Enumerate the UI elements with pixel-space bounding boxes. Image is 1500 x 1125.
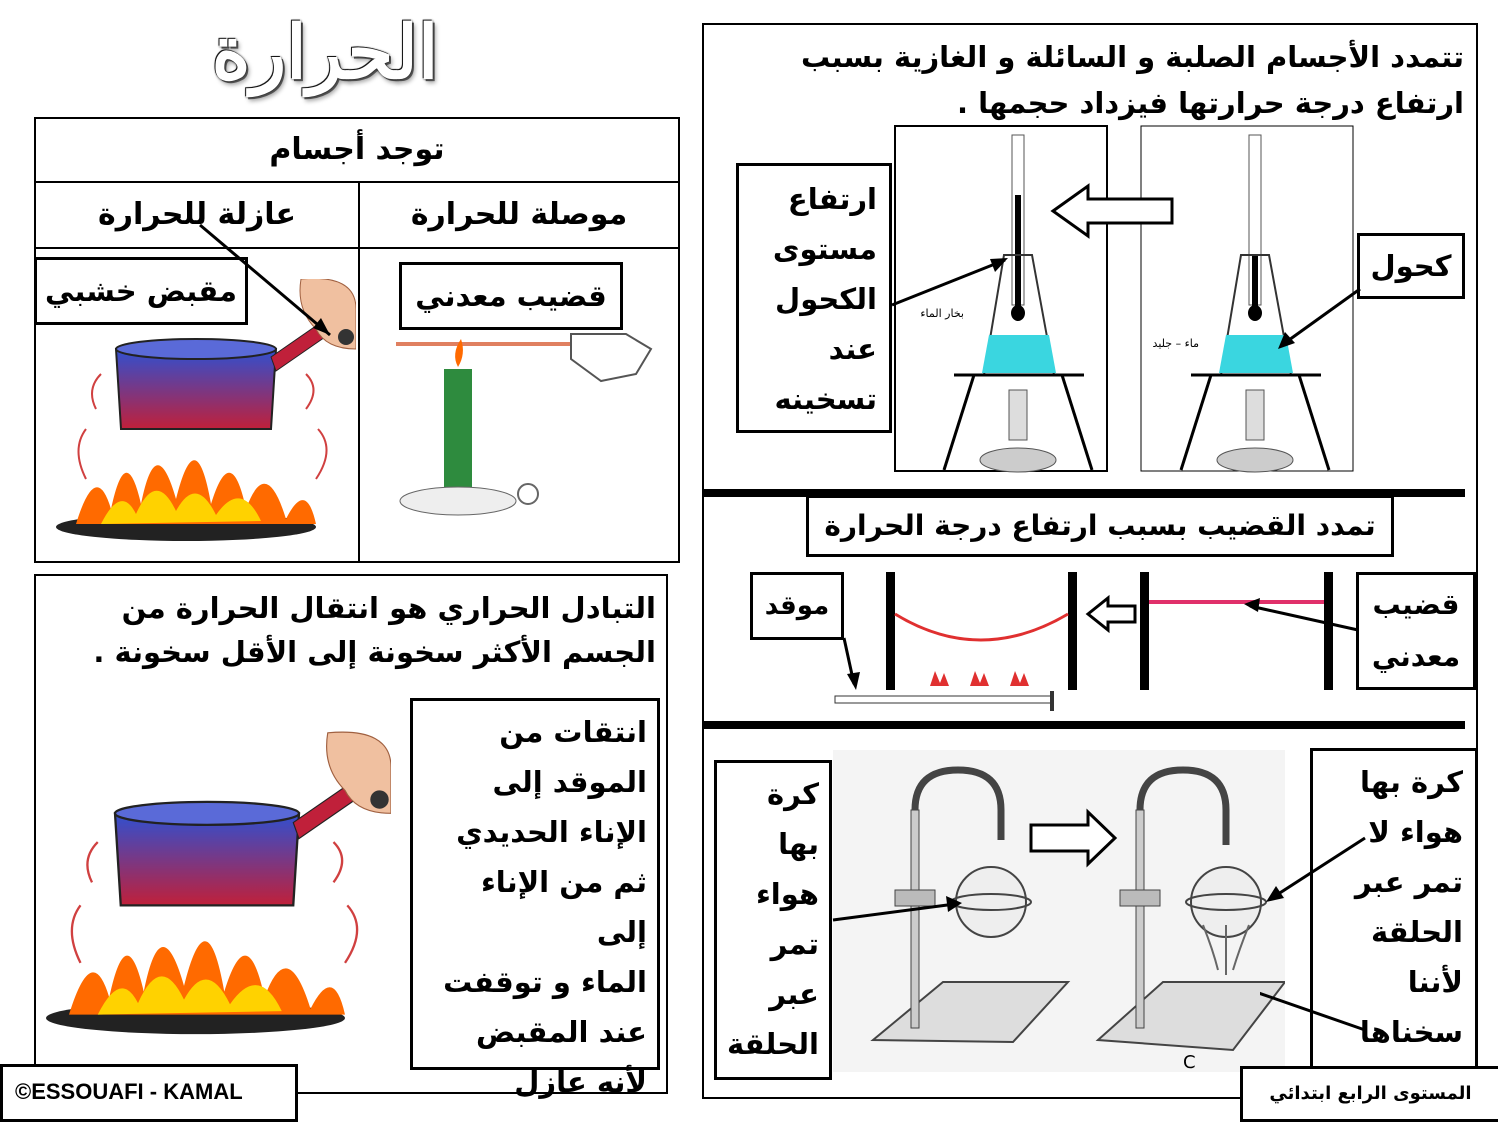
rod-expansion-illustration: [830, 566, 1360, 720]
water-ice-label: ماء – جليد: [1152, 337, 1199, 350]
copyright-label: ©ESSOUAFI - KAMAL: [0, 1064, 298, 1122]
rod-expansion-title: تمدد القضيب بسبب ارتفاع درجة الحرارة: [806, 495, 1394, 557]
arrow-to-thermometer: [890, 250, 1015, 310]
insulator-header: عازلة للحرارة: [36, 183, 358, 249]
grade-level-label: المستوى الرابع ابتدائي: [1240, 1066, 1498, 1122]
conductor-label: قضيب معدني: [399, 262, 623, 330]
explanation-line: الموقد إلى: [492, 765, 647, 799]
rise-line: ارتفاع: [787, 182, 877, 216]
heat-path-explanation: [410, 698, 660, 1099]
explanation-line: الإناء الحديدي: [456, 815, 647, 849]
explanation-line: انتقات من: [499, 715, 647, 749]
conductors-insulators-table: [34, 117, 680, 563]
cold-line: تمر عبر: [1354, 865, 1463, 899]
arrow-to-ball: [830, 890, 970, 930]
insulator-label: مقبض خشبي: [34, 257, 248, 325]
pot-heat-transfer-illustration: [46, 731, 391, 1036]
rise-line: تسخينه: [774, 382, 877, 416]
cold-line: لأننا: [1407, 965, 1463, 999]
table-divider: [358, 183, 360, 561]
rise-line: الكحول: [775, 282, 877, 316]
arrow-to-handle: [195, 220, 345, 350]
heated-line: هواء: [755, 877, 819, 911]
section-divider: [703, 721, 1465, 729]
heat-exchange-section: [34, 574, 668, 1099]
arrow-to-liquid: [1270, 285, 1365, 355]
cold-line: سخناها: [1359, 1015, 1463, 1049]
heated-line: الحلقة: [726, 1027, 819, 1061]
explanation-line: ثم من الإناء إلى: [480, 865, 647, 949]
figure-letter: C: [1183, 1052, 1196, 1072]
conductor-header: موصلة للحرارة: [360, 183, 678, 249]
heat-exchange-definition: التبادل الحراري هو انتقال الحرارة من الجسم الأكثر سخونة إلى الأقل سخونة .: [93, 591, 656, 669]
heated-line: بها: [778, 827, 819, 861]
metal-rod-label: [1356, 572, 1476, 690]
page-title: الحرارة: [211, 10, 439, 96]
heated-ball-label: [714, 760, 832, 1080]
expansion-intro: تتمدد الأجسام الصلبة و السائلة و الغازية بسبب ارتفاع درجة حرارتها فيزداد حجمها .: [800, 40, 1464, 120]
heated-line: عبر: [769, 977, 819, 1011]
alcohol-label: كحول: [1357, 233, 1465, 299]
explanation-line: الماء و توقفت: [443, 965, 647, 999]
heated-line: كرة: [766, 777, 819, 811]
expansion-arrow: [1050, 183, 1176, 239]
heated-line: تمر: [770, 927, 819, 961]
explanation-line: لأنه عازل: [514, 1065, 647, 1099]
burner-label: موقد: [750, 572, 844, 640]
cold-line: هواء لا: [1368, 815, 1463, 849]
rise-line: مستوى: [772, 232, 877, 266]
rise-line: عند: [828, 332, 877, 366]
rod-label-line: قضيب: [1372, 588, 1460, 621]
steam-label: بخار الماء: [920, 307, 964, 320]
cold-line: الحلقة: [1370, 915, 1463, 949]
explanation-line: عند المقبض: [475, 1015, 647, 1049]
cold-line: كرة بها: [1359, 765, 1463, 799]
candle-rod-illustration: [386, 329, 676, 544]
rod-label-line: معدني: [1371, 640, 1461, 673]
table-heading: توجد أجسام: [36, 119, 678, 183]
alcohol-rise-label: [736, 163, 892, 433]
arrows-to-cold-ball: [1260, 830, 1370, 1040]
